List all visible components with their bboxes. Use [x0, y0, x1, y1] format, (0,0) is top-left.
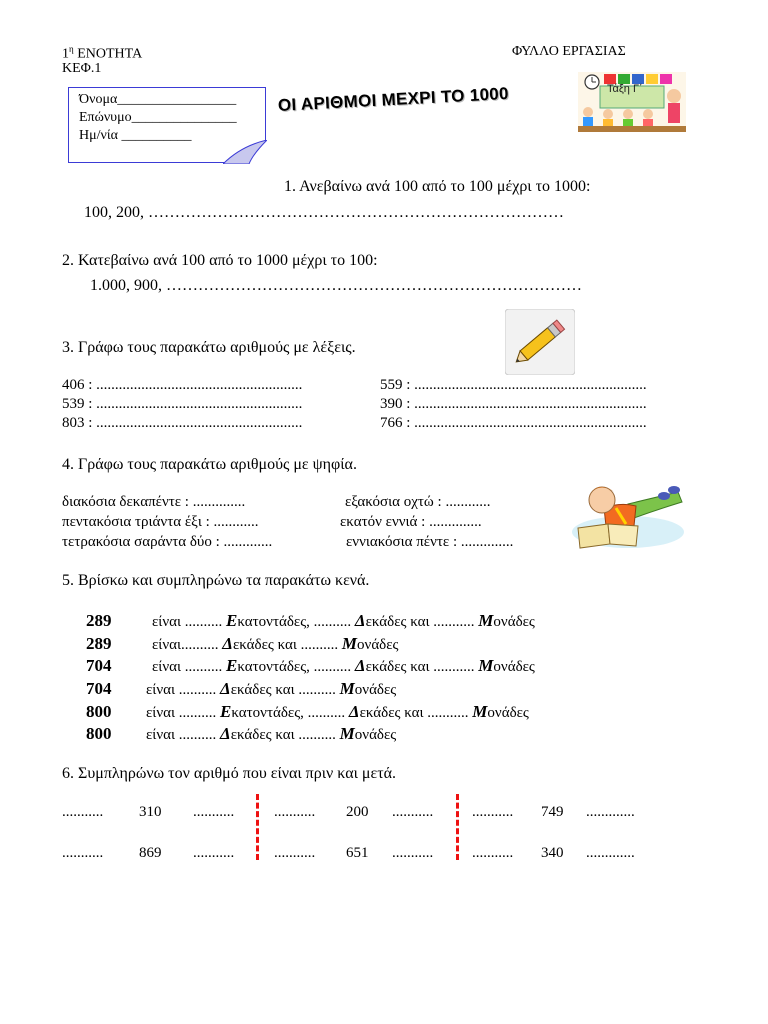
- blank: ...........: [274, 804, 316, 820]
- number: 651: [346, 845, 369, 861]
- blank: .............: [586, 804, 635, 820]
- name-card: [68, 87, 266, 163]
- name-field: Όνομα_________________: [79, 92, 237, 107]
- exercise-5-row: 800 είναι .......... Εκατοντάδες, .......... Δεκάδες και ........... Μονάδες: [86, 702, 529, 721]
- number: 289: [86, 634, 112, 653]
- exercise-3-item: 539 : .......................................................: [62, 396, 303, 412]
- separator-line: [456, 794, 459, 860]
- blank: ...........: [472, 845, 514, 861]
- exercise-5-row: 289 είναι.......... Δεκάδες και .......... Μονάδες: [86, 634, 399, 653]
- exercise-3-item: 559 : ..............................................................: [380, 377, 647, 393]
- page-curl-icon: [223, 140, 267, 164]
- blank: ...........: [62, 804, 104, 820]
- number: 200: [346, 804, 369, 820]
- exercise-5-row: 704 είναι .......... Δεκάδες και .......... Μονάδες: [86, 679, 397, 698]
- number: 800: [86, 702, 112, 721]
- blank: ...........: [193, 804, 235, 820]
- number: 310: [139, 804, 162, 820]
- number: 704: [86, 656, 112, 675]
- exercise-3-title: 3. Γράφω τους παρακάτω αριθμούς με λέξεις.: [62, 339, 356, 356]
- exercise-2-line: 1.000, 900, ……………………………………………………………………: [90, 277, 582, 294]
- exercise-6-title: 6. Συμπληρώνω τον αριθμό που είναι πριν και μετά.: [62, 765, 396, 782]
- blank: ...........: [392, 845, 434, 861]
- blank: .............: [586, 845, 635, 861]
- reading-child-clipart-icon: [568, 474, 686, 554]
- date-field: Ημ/νία __________: [79, 128, 192, 143]
- unit-label: $1^\eta$ ΕΝΟΤΗΤΑ: [62, 44, 143, 62]
- exercise-4-item: πεντακόσια τριάντα έξι : ............: [62, 514, 259, 530]
- exercise-3-item: 390 : ..............................................................: [380, 396, 647, 412]
- number: 749: [541, 804, 564, 820]
- exercise-4-item: εκατόν εννιά : ..............: [340, 514, 482, 530]
- exercise-4-title: 4. Γράφω τους παρακάτω αριθμούς με ψηφία.: [62, 456, 357, 473]
- exercise-5-row: 704 είναι .......... Εκατοντάδες, .......... Δεκάδες και ........... Μονάδες: [86, 656, 535, 675]
- classroom-clipart-icon: [578, 72, 686, 132]
- worksheet-label: ΦΥΛΛΟ ΕΡΓΑΣΙΑΣ: [512, 44, 626, 59]
- class-badge: Τάξη Γ΄: [607, 83, 643, 95]
- blank: ...........: [472, 804, 514, 820]
- number: 289: [86, 611, 112, 630]
- exercise-5-title: 5. Βρίσκω και συμπληρώνω τα παρακάτω κενά.: [62, 572, 370, 589]
- surname-field: Επώνυμο_______________: [79, 110, 237, 125]
- exercise-1-title: 1. Ανεβαίνω ανά 100 από το 100 μέχρι το 1000:: [284, 178, 591, 195]
- pencil-icon: [505, 309, 575, 375]
- exercise-1-line: 100, 200, ……………………………………………………………………: [84, 204, 564, 221]
- separator-line: [256, 794, 259, 860]
- blank: ...........: [274, 845, 316, 861]
- blank: ...........: [62, 845, 104, 861]
- number: 340: [541, 845, 564, 861]
- exercise-4-item: εξακόσια οχτώ : ............: [345, 494, 491, 510]
- exercise-3-item: 406 : .......................................................: [62, 377, 303, 393]
- exercise-3-item: 766 : ..............................................................: [380, 415, 647, 431]
- exercise-5-row: 800 είναι .......... Δεκάδες και .......... Μονάδες: [86, 724, 397, 743]
- exercise-5-row: 289 είναι .......... Εκατοντάδες, .......... Δεκάδες και ........... Μονάδες: [86, 611, 535, 630]
- number: 704: [86, 679, 112, 698]
- exercise-2-title: 2. Κατεβαίνω ανά 100 από το 1000 μέχρι το 100:: [62, 252, 378, 269]
- blank: ...........: [193, 845, 235, 861]
- exercise-4-item: τετρακόσια σαράντα δύο : .............: [62, 534, 273, 550]
- exercise-4-item: εννιακόσια πέντε : ..............: [346, 534, 514, 550]
- number: 869: [139, 845, 162, 861]
- chapter-label: ΚΕΦ.1: [62, 61, 102, 76]
- blank: ...........: [392, 804, 434, 820]
- page-title: ΟΙ ΑΡΙΘΜΟΙ ΜΕΧΡΙ ΤΟ 1000: [277, 83, 510, 115]
- number: 800: [86, 724, 112, 743]
- exercise-3-item: 803 : .......................................................: [62, 415, 303, 431]
- exercise-4-item: διακόσια δεκαπέντε : ..............: [62, 494, 246, 510]
